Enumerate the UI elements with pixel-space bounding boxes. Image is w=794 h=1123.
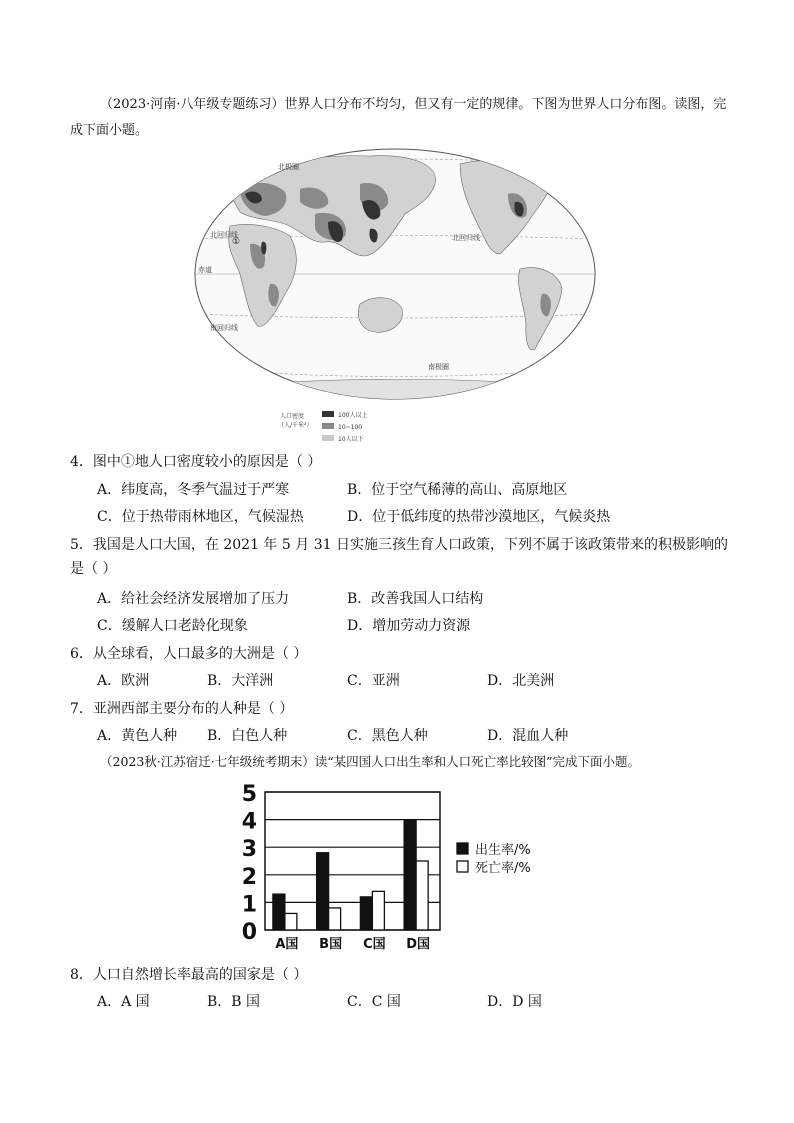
- legend-label-low: 10人以下: [338, 436, 364, 443]
- chart-svg: [235, 782, 575, 957]
- question-4-option-c[interactable]: C．位于热带雨林地区，气候湿热: [97, 509, 304, 525]
- map-svg: [190, 144, 610, 449]
- y-tick-label-5: 5: [241, 782, 257, 807]
- map-label-tropic-south: 南回归线: [210, 324, 238, 332]
- bar-birth-3: [404, 820, 416, 930]
- intro-paragraph-1: （2023·河南·八年级专题练习）世界人口分布不均匀，但又有一定的规律。下图为世界人口分布图。读图，完成下面小题。: [70, 97, 727, 138]
- question-4-stem: 4．图中①地人口密度较小的原因是（ ）: [70, 454, 322, 470]
- question-7-stem: 7．亚洲西部主要分布的人种是（ ）: [70, 701, 294, 717]
- legend-swatch-low: [322, 435, 334, 441]
- map-legend: [278, 411, 367, 443]
- legend-label-medium: 10~100: [338, 424, 363, 431]
- map-label-equator: 赤道: [198, 266, 212, 274]
- bar-death-3: [416, 861, 428, 930]
- legend-swatch-high: [322, 411, 334, 417]
- bar-birth-2: [360, 897, 372, 930]
- question-8-option-b[interactable]: B．B 国: [207, 994, 261, 1010]
- bar-death-2: [372, 891, 384, 930]
- map-label-arctic: 北极圈: [278, 163, 299, 171]
- question-8-option-a[interactable]: A．A 国: [97, 994, 150, 1010]
- legend-swatch-0: [457, 843, 468, 854]
- y-tick-label-2: 2: [241, 864, 257, 890]
- question-6-option-a[interactable]: A．欧洲: [97, 673, 150, 689]
- question-5-option-a[interactable]: A．给社会经济发展增加了压力: [97, 591, 290, 607]
- map-label-tropic-north-east: 北回归线: [452, 234, 480, 242]
- question-5-option-d[interactable]: D．增加劳动力资源: [347, 618, 471, 634]
- legend-swatch-medium: [322, 423, 334, 429]
- y-tick-label-3: 3: [241, 837, 257, 863]
- question-6-stem: 6．从全球看，人口最多的大洲是（ ）: [70, 646, 308, 662]
- x-tick-label-3: D国: [406, 937, 431, 952]
- question-5-stem: 5．我国是人口大国，在 2021 年 5 月 31 日实施三孩生育人口政策，下列不属于该政策带来的积极影响的是（ ）: [70, 537, 728, 577]
- question-6-option-d[interactable]: D．北美洲: [487, 673, 555, 689]
- y-tick-label-0: 0: [241, 920, 257, 945]
- question-4-option-d[interactable]: D．位于低纬度的热带沙漠地区，气候炎热: [347, 509, 611, 525]
- question-4-option-b[interactable]: B．位于空气稀薄的高山、高原地区: [347, 482, 568, 498]
- world-population-map: [190, 144, 610, 449]
- question-4-option-a[interactable]: A．纬度高，冬季气温过于严寒: [97, 482, 290, 498]
- y-tick-label-1: 1: [241, 892, 257, 918]
- question-6-option-b[interactable]: B．大洋洲: [207, 673, 274, 689]
- x-tick-label-2: C国: [363, 937, 386, 952]
- legend-unit: （人/千米²）: [278, 422, 313, 429]
- question-8-option-d[interactable]: D．D 国: [487, 994, 542, 1010]
- x-tick-label-1: B国: [319, 937, 343, 952]
- intro-paragraph-2: （2023秋·江苏宿迁·七年级统考期末）读“某四国人口出生率和人口死亡率比较图”完成下面小题。: [100, 754, 641, 769]
- question-7-option-a[interactable]: A．黄色人种: [97, 728, 178, 744]
- x-tick-label-0: A国: [275, 937, 299, 952]
- bar-birth-0: [273, 894, 285, 930]
- question-5-option-c[interactable]: C．缓解人口老龄化现象: [97, 618, 248, 634]
- question-5-option-b[interactable]: B．改善我国人口结构: [347, 591, 484, 607]
- question-8-option-c[interactable]: C．C 国: [347, 994, 401, 1010]
- question-8-stem: 8．人口自然增长率最高的国家是（ ）: [70, 967, 308, 983]
- bar-death-0: [285, 913, 297, 930]
- question-7-option-b[interactable]: B．白色人种: [207, 728, 288, 744]
- map-label-antarctic: 南极圈: [428, 363, 449, 371]
- bar-death-1: [329, 908, 341, 930]
- question-7-option-c[interactable]: C．黑色人种: [347, 728, 428, 744]
- legend-label-1: 死亡率/%: [475, 861, 531, 876]
- legend-label-0: 出生率/%: [475, 843, 531, 858]
- birth-death-rate-chart: [235, 782, 575, 957]
- question-7-option-d[interactable]: D．混血人种: [487, 728, 569, 744]
- legend-swatch-1: [457, 861, 468, 872]
- map-label-tropic-north-west: 北回归线: [210, 231, 238, 239]
- legend-title: 人口密度: [280, 413, 305, 420]
- bar-birth-1: [317, 853, 329, 930]
- question-6-option-c[interactable]: C．亚洲: [347, 673, 400, 689]
- map-marker-1: ①: [232, 237, 241, 247]
- legend-label-high: 100人以上: [338, 412, 368, 419]
- y-tick-label-4: 4: [241, 809, 257, 835]
